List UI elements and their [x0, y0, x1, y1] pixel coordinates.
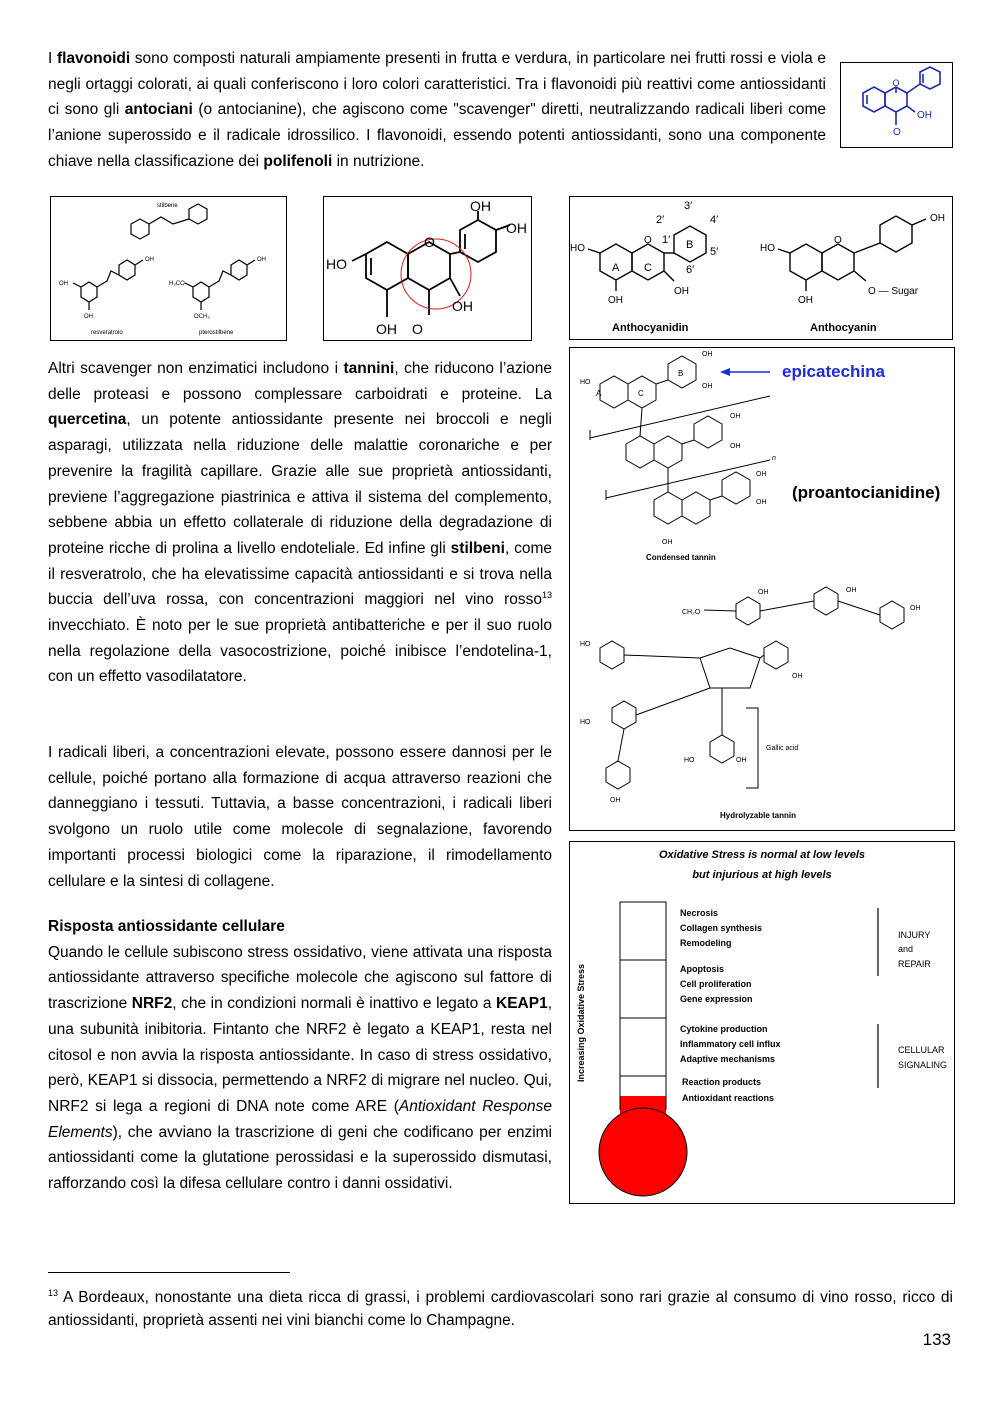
condensed-tannin-label: Condensed tannin: [646, 553, 716, 562]
tannin-n: n: [772, 455, 776, 462]
pos-3prime: 3′: [684, 200, 693, 212]
tannin-oh-3: OH: [730, 413, 741, 420]
flavone-structure: [841, 63, 951, 146]
stress-title-line2: but injurious at high levels: [692, 869, 832, 881]
flavone-o-carbonyl: O: [893, 127, 901, 138]
hydro-ho-2: HO: [580, 719, 591, 726]
injury-label-2: REPAIR: [898, 959, 931, 969]
footnote-text: A Bordeaux, nonostante una dieta ricca di grassi, i problemi cardiovascolari sono rari grazie al consumo di vino rosso, ricco di antiossidanti, proprietà assenti nei vini bianchi come lo Champagne.: [48, 1289, 953, 1330]
pterostilbene-oh: OH: [257, 257, 266, 263]
hydro-oh-6: OH: [610, 797, 621, 804]
paragraph-scavengers: Altri scavenger non enzimatici includono i tannini, che riducono l’azione delle proteasi e possono complessare carboidrati e proteine. La quercetina, un potente antiossidante presente nei broccoli e negli asparagi, utilizzata nella riduzione delle malattie coronariche e per prevenire la fragilità capillare. Grazie alle sue proprietà antiossidanti, previene l’aggregazione piastrinica e attiva il sistema del complemento, sebbene abbia un effetto collaterale di riduzione della degradazione di proteine ricche di prolina a livello endoteliale. Ed infine gli stilbeni, come il resveratrolo, che ha elevatissime capacità antiossidanti e si trova nella buccia dell’uva rossa, con concentrazioni maggiori nel vino rosso$^{13}$ invecchiato. È noto per le sue proprietà antibatteriche e per il suo ruolo nella regolazione della vasocostrizione, poiché inibisce l’endotelina-1, con un effetto vasodilatatore.: [48, 360, 552, 686]
anthocyanidin-oh-bottom: OH: [608, 295, 623, 306]
quercetin-oh-ring: OH: [452, 298, 473, 314]
paragraph-radicals: I radicali liberi, a concentrazioni elevate, possono essere dannosi per le cellule, poiché portano alla formazione di acqua attraverso reazioni che danneggiano i tessuti. Tuttavia, a basse concentrazioni, i radicali liberi svolgono un ruolo utile come molecole di segnalazione, favorendo importanti processi biologici come la riparazione, il rimodellamento cellulare e la sintesi di collagene.: [48, 744, 552, 890]
tannin-oh-4: OH: [730, 443, 741, 450]
pos-6prime: 6′: [686, 264, 695, 276]
cellular-label-1: SIGNALING: [898, 1060, 948, 1070]
ring-c-label: C: [638, 389, 644, 398]
pterostilbene-label: pterostilbene: [199, 330, 234, 336]
quercetin-o-ring: O: [424, 234, 435, 250]
quercetin-oh-bottom: OH: [376, 321, 397, 337]
stress-axis-label: Increasing Oxidative Stress: [576, 963, 586, 1082]
footnote-separator: [48, 1272, 290, 1273]
footnote: [48, 1282, 953, 1332]
injury-label-0: INJURY: [898, 930, 931, 940]
resveratrol-oh-left: OH: [59, 281, 68, 287]
hydro-ho-3: HO: [684, 757, 695, 764]
tannin-figure: [569, 347, 955, 831]
pterostilbene-och3: OCH₃: [194, 314, 210, 320]
tannin-oh-5: OH: [756, 471, 767, 478]
proantocianidine-label: (proantocianidine): [792, 483, 941, 502]
anthocyanin-label: Anthocyanin: [810, 322, 877, 334]
quercetin-figure: [323, 196, 532, 341]
g1-item-2: Remodeling: [680, 938, 732, 948]
resveratrol-label: resveratrolo: [91, 330, 123, 336]
flavone-figure: [840, 62, 953, 148]
hydro-oh-3: OH: [910, 605, 921, 612]
g2-item-0: Apoptosis: [680, 964, 724, 974]
ring-b-label: B: [686, 239, 694, 251]
stilbene-structures: [51, 197, 285, 339]
ch2o-label: CH₂O: [682, 609, 701, 616]
hydro-oh-5: OH: [736, 757, 747, 764]
g3-item-0: Cytokine production: [680, 1024, 768, 1034]
pos-4prime: 4′: [710, 214, 719, 226]
stress-title-line1: Oxidative Stress is normal at low levels: [658, 849, 866, 861]
tannin-oh-2: OH: [702, 383, 713, 390]
anthocyanin-oh-bottom: OH: [798, 295, 813, 306]
g4-item-0: Reaction products: [682, 1077, 762, 1087]
g1-item-0: Necrosis: [680, 908, 719, 918]
quercetin-o-carbonyl: O: [412, 321, 423, 337]
pos-5prime: 5′: [710, 246, 719, 258]
anthocyanin-structures: [570, 197, 951, 338]
tannin-oh-1: OH: [702, 351, 713, 358]
g2-item-1: Cell proliferation: [680, 979, 752, 989]
anthocyanidin-ho: HO: [570, 243, 585, 254]
hydro-ho-1: HO: [580, 641, 591, 648]
intro-paragraph: I flavonoidi sono composti naturali ampiamente presenti in frutta e verdura, in particolare nei frutti rossi e viola e negli ortaggi colorati, ai quali conferiscono i loro colori caratteristici. Tra i flavonoidi più reattivi come antiossidanti ci sono gli antociani (o antocianine), che agiscono come "scavenger" diretti, neutralizzando radicali liberi come l’anione superossido e il radicale idrossilico. I flavonoidi, essendo potenti antiossidanti, sono una componente chiave nella classificazione dei polifenoli in nutrizione.: [48, 50, 826, 170]
footnote-number: 13: [48, 1288, 59, 1298]
epicatechina-arrowhead: [720, 368, 730, 376]
thermometer-bulb: [599, 1108, 687, 1196]
tannin-ho-1: HO: [580, 379, 591, 386]
gallic-acid-label: Gallic acid: [766, 745, 799, 752]
quercetin-structure: [324, 197, 530, 339]
quercetin-oh-right: OH: [506, 220, 527, 236]
resveratrol-oh-bottom: OH: [84, 314, 93, 320]
section-cellular-response: Risposta antiossidante cellulare Quando le cellule subiscono stress ossidativo, viene attivata una risposta antiossidante attraverso specifiche molecole che agiscono sul fattore di trascrizione NRF2, che in condizioni normali è inattivo e legato a KEAP1, una subunità inibitoria. Fintanto che NRF2 è legato a KEAP1, resta nel citosol e non avvia la risposta antiossidante. In caso di stress ossidativo, però, KEAP1 si dissocia, permettendo a NRF2 di migrare nel nucleo. Qui, NRF2 si lega a regioni di DNA note come ARE (Antioxidant Response Elements), che avviano la trascrizione di geni che codificano per enzimi antiossidanti come la glutatione perossidasi e la superossido dismutasi, rafforzando così la difesa cellulare contro i danni ossidativi.: [48, 914, 552, 1197]
flavone-oh: OH: [917, 110, 932, 121]
section-heading: Risposta antiossidante cellulare: [48, 918, 285, 935]
hydro-oh-4: OH: [792, 673, 803, 680]
tannin-oh-7: OH: [662, 539, 673, 546]
injury-label-1: and: [898, 944, 914, 954]
quercetin-oh-top: OH: [470, 198, 491, 214]
hydrolyzable-tannin-label: Hydrolyzable tannin: [720, 811, 797, 820]
hydro-oh-2: OH: [846, 587, 857, 594]
oxidative-stress-figure: [569, 841, 955, 1204]
anthocyanidin-o-plus: O: [644, 235, 652, 246]
pos-2prime: 2′: [656, 214, 665, 226]
g4-item-1: Antioxidant reactions: [682, 1093, 775, 1103]
stilbene-figure: [50, 196, 287, 341]
tannin-oh-6: OH: [756, 499, 767, 506]
stilbene-label: stilbene: [157, 203, 178, 209]
ring-a-label: A: [612, 262, 620, 274]
pos-1prime: 1′: [662, 234, 671, 246]
hydro-oh-1: OH: [758, 589, 769, 596]
ring-b-label: B: [678, 369, 684, 378]
oxidative-stress-diagram: [570, 842, 953, 1202]
tannin-structures: [570, 348, 953, 829]
anthocyanin-oh-right: OH: [930, 213, 945, 224]
ring-a-label: A: [596, 389, 602, 398]
resveratrol-oh-top: OH: [145, 257, 154, 263]
epicatechina-label: epicatechina: [782, 362, 885, 381]
g3-item-1: Inflammatory cell influx: [680, 1039, 781, 1049]
g3-item-2: Adaptive mechanisms: [680, 1054, 776, 1064]
pterostilbene-h3co: H₃CO: [169, 281, 185, 287]
anthocyanin-o-plus: O: [834, 235, 842, 246]
flavone-o-ring: O: [892, 78, 900, 88]
g1-item-1: Collagen synthesis: [680, 923, 763, 933]
anthocyanin-o-sugar: O — Sugar: [868, 286, 919, 297]
anthocyanin-figure: [569, 196, 953, 340]
cellular-label-0: CELLULAR: [898, 1045, 945, 1055]
ring-c-label: C: [644, 262, 652, 274]
page-number: 133: [922, 1330, 951, 1349]
g2-item-2: Gene expression: [680, 994, 753, 1004]
quercetin-ho: HO: [326, 256, 347, 272]
anthocyanidin-oh-ring: OH: [674, 286, 689, 297]
footnote-ref: 13: [541, 590, 552, 601]
anthocyanin-ho: HO: [760, 243, 775, 254]
anthocyanidin-label: Anthocyanidin: [612, 322, 689, 334]
